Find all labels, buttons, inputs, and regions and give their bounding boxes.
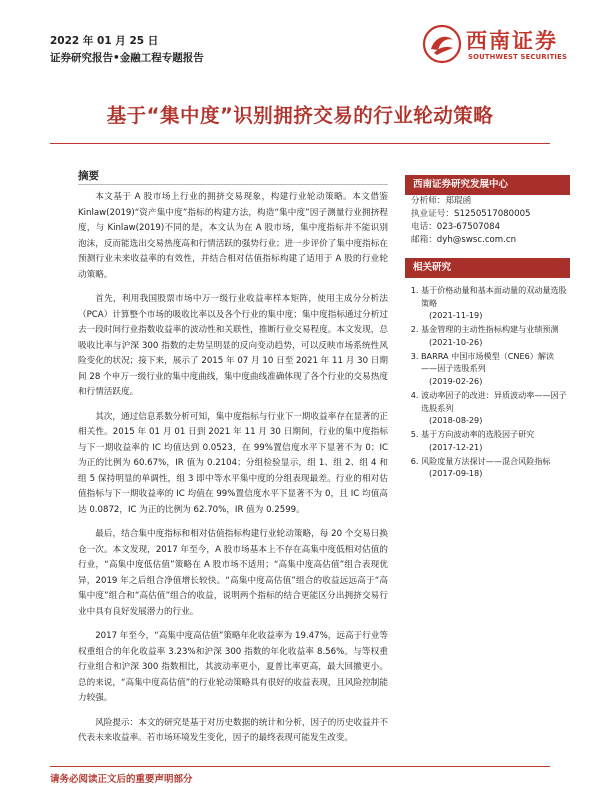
abstract-label: 摘要	[78, 170, 99, 182]
related-title: 风险度量方法探讨——混合风险指标	[421, 455, 551, 466]
footer-divider	[50, 766, 550, 767]
related-date: (2017-09-18)	[429, 468, 483, 479]
abstract-paragraph: 其次，通过信息系数分析可知，集中度指标与行业下一期收益率存在显著的正相关性。2015 年 01 月 01 日到 2021 年 11 月 30 日期间，行业的集中度指标与下一期收益率的 IC 均值达到 0.0523，在 99%置信度水平下显著不为 0；IC 为正的比例为 60.67%，IR 值为 0.2104；分组检验显示，组 1、组 2、组 4 和组 5 保持明显的单调性，组 3 即中等水平集中度的分组表现最差。行业的相对估值指标与下一期收益率的 IC 均值在 99%置信度水平下显著不为 0，且 IC 均值高达 0.0872，IC 为正的比例为 62.70%，IR 值为 0.2599。	[78, 411, 388, 515]
analyst-heading: 西南证券研究发展中心	[405, 175, 570, 195]
report-date: 2022 年 01 月 25 日	[50, 35, 159, 47]
analyst-line	[405, 234, 570, 247]
related-title: 波动率因子的改进：异质波动率——因子选股系列	[421, 389, 567, 413]
related-research-panel	[405, 258, 570, 481]
analyst-panel	[405, 175, 570, 247]
related-title: 基于价格动量和基本面动量的双动量选股策略	[421, 285, 567, 308]
analyst-value: 郑琨函	[445, 196, 472, 206]
list-item[interactable]	[421, 284, 570, 322]
company-logo	[422, 22, 572, 66]
list-item[interactable]	[421, 428, 570, 453]
analyst-line	[405, 221, 570, 234]
abstract-paragraph: 2017 年至今，“高集中度高估值”策略年化收益率为 19.47%，远高于行业等权重组合的年化收益率 3.23%和沪深 300 指数的年化收益率 8.56%。与等权重行业组合和沪深 300 指数相比，其波动率更小，夏普比率更高，最大回撤更小。总的来说，“高集中度高估值”的行业轮动策略具有很好的收益表现，且风险控制能力较强。	[78, 631, 388, 703]
abstract-divider	[78, 184, 388, 185]
related-heading: 相关研究	[405, 258, 570, 278]
risk-warning: 风险提示：本文的研究是基于对历史数据的统计和分析，因子的历史收益并不代表未来收益率。若市场环境发生变化，因子的最终表现可能发生改变。	[78, 717, 388, 743]
related-title: BARRA 中国市场模型（CNE6）解读——因子选股系列	[421, 350, 555, 374]
logo-en-text: SOUTHWEST SECURITIES	[468, 53, 568, 61]
title-divider	[50, 143, 550, 144]
abstract-paragraph: 本文基于 A 股市场上行业的拥挤交易现象，构建行业轮动策略。本文借鉴 Kinlaw(2019)“资产集中度”指标的构建方法，构造“集中度”因子测量行业拥挤程度，与 Kinlaw(2019)不同的是，本文认为在 A 股市场，集中度指标并不能识别泡沫，反而能选出交易热度高和行情活跃的强势行业；进一步评价了集中度指标在预测行业未来收益率的有效性，并结合相对估值指标构建了适用于 A 股的行业轮动策略。	[78, 192, 388, 280]
abstract-paragraph: 首先，利用我国股票市场中万一级行业收益率样本矩阵，使用主成分分析法（PCA）计算整个市场的吸收比率以及各个行业的集中度；集中度指标通过分析过去一段时间行业指数收益率的波动性和关联性，推断行业交易程度。本文发现，总吸收比率与沪深 300 指数的走势呈明显的反向变动趋势，可以反映市场系统性风险变化的状况；接下来，展示了 2015 年 07 月 10 日至 2021 年 11 月 30 日期间 28 个申万一级行业的集中度曲线，集中度曲线准确体现了各个行业的交易热度和行情活跃度。	[78, 294, 388, 397]
list-item[interactable]	[421, 350, 570, 388]
list-item[interactable]	[421, 455, 570, 480]
list-item[interactable]	[421, 323, 570, 348]
related-date: (2019-02-26)	[429, 375, 483, 386]
list-item[interactable]	[421, 389, 570, 427]
analyst-key: 电话：	[411, 222, 437, 232]
related-date: (2021-10-26)	[429, 336, 483, 347]
document-title: 基于“集中度”识别拥挤交易的行业轮动策略	[106, 104, 494, 127]
analyst-key: 分析师：	[411, 196, 446, 206]
related-list	[405, 284, 570, 480]
logo-cn-text: 西南证券	[466, 28, 558, 53]
related-date: (2017-12-21)	[429, 441, 483, 452]
related-date: (2018-08-29)	[429, 415, 483, 426]
abstract-paragraph: 最后，结合集中度指标和相对估值指标构建行业轮动策略，每 20 个交易日换仓一次。本文发现，2017 年至今，A 股市场基本上不存在高集中度低相对估值的行业，“高集中度低估值”策略在 A 股市场不适用；“高集中度高估值”组合表现优异，2019 年之后组合净值增长较快。“高集中度高估值”组合的收益远远高于“高集中度”组合和“高估值”组合的收益，说明两个指标的结合更能区分出拥挤交易行业中具有良好发展潜力的行业。	[78, 529, 388, 617]
analyst-email[interactable]: dyh@swsc.com.cn	[436, 235, 517, 245]
analyst-value: 023-67507084	[436, 222, 501, 232]
report-type: 证券研究报告•金融工程专题报告	[50, 52, 204, 64]
logo-mark-icon	[422, 24, 462, 64]
footer-disclaimer: 请务必阅读正文后的重要声明部分	[50, 774, 193, 785]
related-title: 基于方向波动率的选股因子研究	[421, 429, 535, 440]
analyst-key: 邮箱：	[411, 235, 437, 245]
abstract-body	[78, 190, 388, 756]
analyst-line	[405, 208, 570, 221]
related-date: (2021-11-19)	[429, 310, 483, 321]
analyst-value: S1250517080005	[453, 209, 531, 219]
analyst-key: 执业证号：	[411, 209, 454, 219]
analyst-line	[405, 195, 570, 208]
related-title: 基金管理的主动性指标构建与业绩预测	[421, 324, 559, 335]
